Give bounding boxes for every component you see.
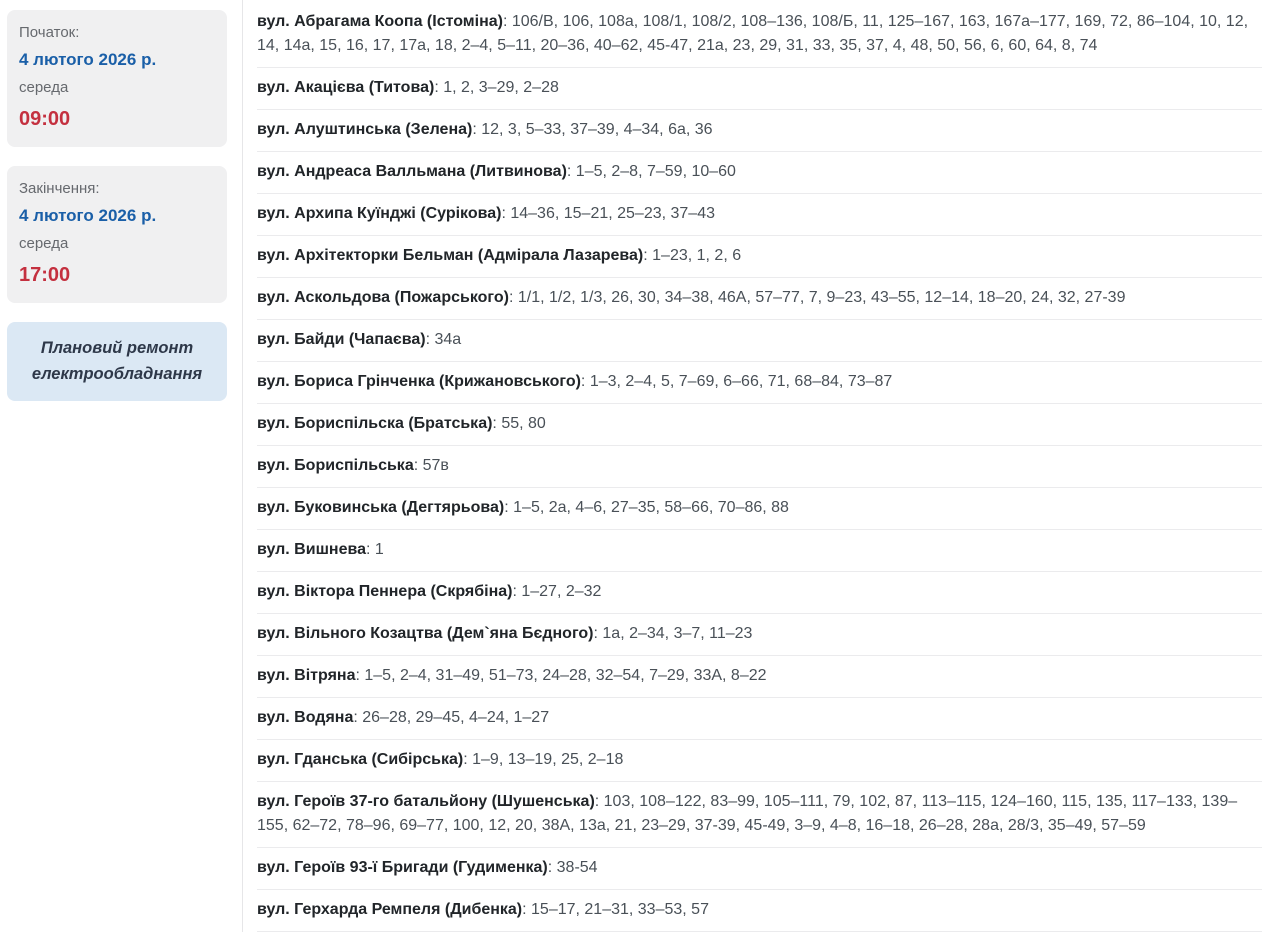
street-numbers: 103, 108–122, 83–99, 105–111, 79, 102, 87, 113–115, 124–160, 115, 135, 117–133, 139–155, 62–72, 78–96, 69–77, 100, 12, 20, 38А, 13а, 21, 23–29, 37-39, 45-49, 3–9, 4–8, 16–18, 26–28, 28а, 28/3, 35–49, 57–59	[257, 793, 1238, 834]
street-separator: :	[353, 709, 363, 726]
street-name: вул. Вітряна	[257, 667, 356, 684]
street-separator: :	[566, 163, 576, 180]
street-separator: :	[472, 121, 482, 138]
street-numbers: 12, 3, 5–33, 37–39, 4–34, 6а, 36	[481, 121, 713, 138]
street-row	[257, 110, 1262, 152]
street-name: вул. Гданська (Сибірська)	[257, 751, 464, 768]
street-separator: :	[504, 499, 514, 516]
start-date: 4 лютого 2026 р.	[19, 50, 157, 69]
street-name: вул. Архітекторки Бельман (Адмірала Лазарева)	[257, 247, 644, 264]
street-name: вул. Алуштинська (Зелена)	[257, 121, 473, 138]
start-weekday: середа	[19, 79, 69, 96]
street-numbers: 1/1, 1/2, 1/3, 26, 30, 34–38, 46А, 57–77, 7, 9–23, 43–55, 12–14, 18–20, 24, 32, 27-39	[517, 289, 1126, 306]
street-name: вул. Віктора Пеннера (Скрябіна)	[257, 583, 513, 600]
street-name: вул. Героїв 37-го батальйону (Шушенська)	[257, 793, 595, 810]
street-row	[257, 446, 1262, 488]
street-row	[257, 152, 1262, 194]
street-row	[257, 848, 1262, 890]
street-separator: :	[366, 541, 375, 558]
street-name: вул. Архипа Куїнджі (Сурікова)	[257, 205, 502, 222]
street-row	[257, 572, 1262, 614]
street-separator: :	[463, 751, 473, 768]
street-separator: :	[547, 859, 557, 876]
street-numbers: 15–17, 21–31, 33–53, 57	[531, 901, 709, 918]
street-name: вул. Вишнева	[257, 541, 366, 558]
start-label: Початок:	[19, 24, 80, 41]
street-row	[257, 740, 1262, 782]
street-separator: :	[502, 13, 512, 30]
start-card	[7, 10, 227, 147]
street-numbers: 106/В, 106, 108а, 108/1, 108/2, 108–136, 108/Б, 11, 125–167, 163, 167а–177, 169, 72, 86–104, 10, 12, 14, 14а, 15, 16, 17, 17а, 18, 2–4, 5–11, 20–36, 40–62, 45-47, 21а, 23, 29, 31, 33, 35, 37, 4, 48, 50, 56, 6, 60, 64, 8, 74	[257, 13, 1249, 54]
street-numbers: 1–23, 1, 2, 6	[652, 247, 742, 264]
street-row	[257, 698, 1262, 740]
start-time: 09:00	[19, 108, 71, 130]
street-numbers: 1, 2, 3–29, 2–28	[443, 79, 559, 96]
street-separator: :	[593, 625, 603, 642]
street-name: вул. Бориса Грінченка (Крижановського)	[257, 373, 581, 390]
street-numbers: 26–28, 29–45, 4–24, 1–27	[362, 709, 550, 726]
street-numbers: 1	[374, 541, 384, 558]
street-numbers: 34а	[434, 331, 462, 348]
street-name: вул. Абрагама Коопа (Істоміна)	[257, 13, 503, 30]
street-separator: :	[594, 793, 604, 810]
schedule-sidebar	[0, 0, 243, 932]
street-numbers: 1–27, 2–32	[521, 583, 602, 600]
street-name: вул. Бориспільська	[257, 457, 414, 474]
street-name: вул. Вільного Козацтва (Дем`яна Бєдного)	[257, 625, 594, 642]
end-weekday: середа	[19, 235, 69, 252]
street-row	[257, 362, 1262, 404]
street-numbers: 14–36, 15–21, 25–23, 37–43	[510, 205, 715, 222]
street-name: вул. Акацієва (Титова)	[257, 79, 435, 96]
end-label: Закінчення:	[19, 180, 100, 197]
street-numbers: 1–5, 2–8, 7–59, 10–60	[575, 163, 736, 180]
street-name: вул. Андреаса Валльмана (Литвинова)	[257, 163, 567, 180]
street-row	[257, 530, 1262, 572]
street-row	[257, 278, 1262, 320]
street-row	[257, 488, 1262, 530]
street-name: вул. Героїв 93-ї Бригади (Гудименка)	[257, 859, 548, 876]
street-row	[257, 782, 1262, 848]
end-time: 17:00	[19, 264, 71, 286]
street-name: вул. Бориспільска (Братська)	[257, 415, 493, 432]
street-row	[257, 194, 1262, 236]
street-numbers: 1а, 2–34, 3–7, 11–23	[602, 625, 753, 642]
outage-reason-card	[7, 322, 227, 401]
street-separator: :	[434, 79, 444, 96]
street-numbers: 38-54	[556, 859, 598, 876]
street-numbers: 1–9, 13–19, 25, 2–18	[472, 751, 624, 768]
street-separator: :	[413, 457, 423, 474]
street-separator: :	[355, 667, 365, 684]
street-name: вул. Герхарда Ремпеля (Дибенка)	[257, 901, 523, 918]
street-numbers: 55, 80	[501, 415, 546, 432]
street-numbers: 57в	[422, 457, 449, 474]
street-row	[257, 236, 1262, 278]
street-name: вул. Водяна	[257, 709, 354, 726]
street-row	[257, 890, 1262, 932]
street-separator: :	[508, 289, 518, 306]
street-separator: :	[492, 415, 502, 432]
street-row	[257, 404, 1262, 446]
street-row	[257, 656, 1262, 698]
street-row	[257, 68, 1262, 110]
street-list	[243, 0, 1268, 932]
street-separator: :	[522, 901, 532, 918]
street-numbers: 1–3, 2–4, 5, 7–69, 6–66, 71, 68–84, 73–87	[589, 373, 893, 390]
outage-reason-text: Плановий ремонт електрообладнання	[31, 339, 203, 383]
street-separator: :	[425, 331, 435, 348]
street-name: вул. Аскольдова (Пожарського)	[257, 289, 509, 306]
street-row	[257, 320, 1262, 362]
street-separator: :	[580, 373, 590, 390]
street-name: вул. Байди (Чапаєва)	[257, 331, 426, 348]
street-separator: :	[512, 583, 522, 600]
street-row	[257, 2, 1262, 68]
street-separator: :	[643, 247, 653, 264]
end-date: 4 лютого 2026 р.	[19, 206, 157, 225]
street-row	[257, 614, 1262, 656]
end-card	[7, 166, 227, 303]
street-numbers: 1–5, 2–4, 31–49, 51–73, 24–28, 32–54, 7–29, 33А, 8–22	[364, 667, 767, 684]
street-name: вул. Буковинська (Дегтярьова)	[257, 499, 505, 516]
street-separator: :	[501, 205, 511, 222]
street-numbers: 1–5, 2а, 4–6, 27–35, 58–66, 70–86, 88	[513, 499, 789, 516]
